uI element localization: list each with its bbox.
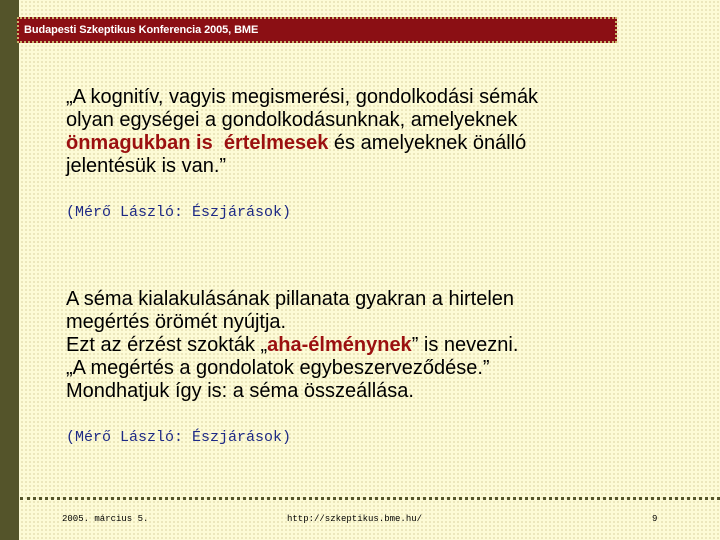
- quote1-line1: „A kognitív, vagyis megismerési, gondolkodási sémák: [66, 86, 539, 108]
- highlight-onmagukban: önmagukban is: [66, 132, 213, 154]
- footer-url[interactable]: http://szkeptikus.bme.hu/: [287, 514, 423, 524]
- footer-date: 2005. március 5.: [62, 514, 149, 524]
- highlight-ertelmesek: értelmesek: [223, 132, 329, 154]
- quote2-line4: „A megértés a gondolatok egybeszerveződése.”: [66, 357, 490, 379]
- header-band: [17, 17, 617, 43]
- conference-title: Budapesti Szkeptikus Konferencia 2005, BME: [24, 24, 259, 36]
- quote1-line3: [66, 132, 686, 155]
- quote2-line1: A séma kialakulásának pillanata gyakran a hirtelen: [66, 288, 515, 310]
- quote2-line5: Mondhatjuk így is: a séma összeállása.: [66, 380, 414, 402]
- quote-block-2: [66, 288, 686, 403]
- quote-block-1: [66, 86, 686, 178]
- page-number: 9: [652, 514, 658, 524]
- citation-1: (Mérő László: Észjárások): [66, 204, 292, 221]
- citation-2: (Mérő László: Észjárások): [66, 429, 292, 446]
- quote2-line3-post: ” is nevezni.: [411, 334, 519, 356]
- highlight-aha-elmenynek: aha-élménynek: [267, 334, 412, 356]
- quote2-line3-pre: Ezt az érzést szokták „: [66, 334, 268, 356]
- quote1-line4: jelentésük is van.”: [66, 155, 227, 177]
- quote2-line2: megértés örömét nyújtja.: [66, 311, 287, 333]
- quote1-line2: olyan egységei a gondolkodásunknak, amelyeknek: [66, 109, 518, 131]
- footer-divider: [20, 497, 720, 500]
- quote1-line3-rest: és amelyeknek önálló: [328, 132, 527, 154]
- left-sidebar-bar: [0, 0, 19, 540]
- quote2-line3: [66, 334, 686, 357]
